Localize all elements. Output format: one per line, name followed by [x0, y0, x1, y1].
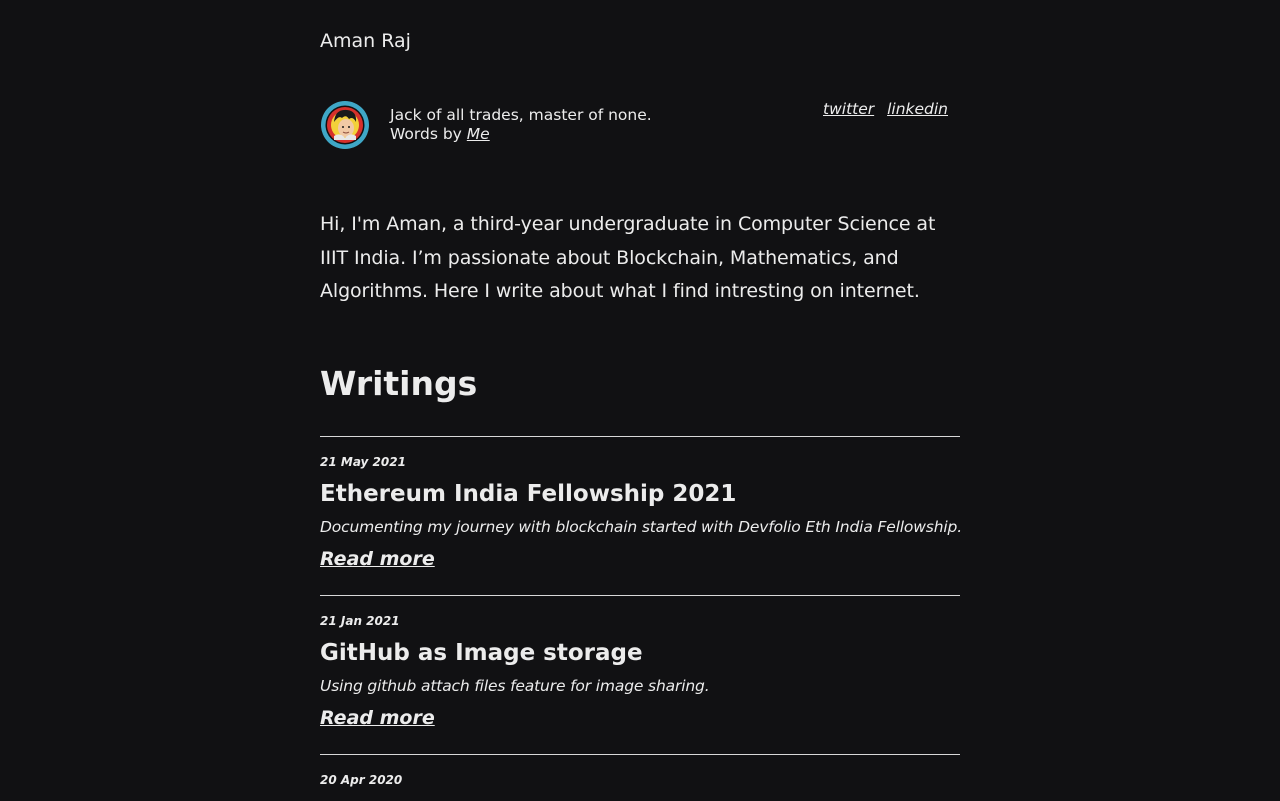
intro-paragraph: Hi, I'm Aman, a third-year undergraduate in Computer Science at IIIT India. I’m passionate about Blockchain, Mathematics, and Algorithms. Here I write about what I find intresting on internet.: [320, 213, 936, 302]
linkedin-link[interactable]: linkedin: [887, 100, 948, 118]
words-by-label: Words by: [390, 125, 462, 143]
post-description: Using github attach files feature for image sharing.: [320, 677, 710, 695]
post-title-link[interactable]: GitHub as Image storage: [320, 640, 643, 666]
read-more-link[interactable]: Read more: [320, 548, 435, 570]
site-title-link[interactable]: Aman Raj: [320, 30, 411, 52]
avatar: [320, 100, 370, 150]
words-by-me-link[interactable]: Me: [466, 125, 490, 143]
tagline-text: Jack of all trades, master of none.: [390, 106, 652, 124]
post-item: [320, 754, 960, 801]
twitter-link[interactable]: twitter: [823, 100, 875, 118]
post-description: Documenting my journey with blockchain started with Devfolio Eth India Fellowship.: [320, 518, 962, 536]
post-date: 21 May 2021: [320, 455, 406, 469]
post-date: 20 Apr 2020: [320, 773, 403, 787]
post-item: [320, 595, 960, 755]
post-title-link[interactable]: Ethereum India Fellowship 2021: [320, 481, 737, 507]
profile-tagline: [390, 106, 652, 144]
avatar-illustration-icon: [320, 100, 370, 150]
post-item: [320, 436, 960, 596]
social-links: [815, 100, 948, 118]
read-more-link[interactable]: Read more: [320, 707, 435, 729]
words-by-line: [390, 125, 652, 144]
post-date: 21 Jan 2021: [320, 614, 400, 628]
writings-heading: Writings: [320, 364, 478, 403]
